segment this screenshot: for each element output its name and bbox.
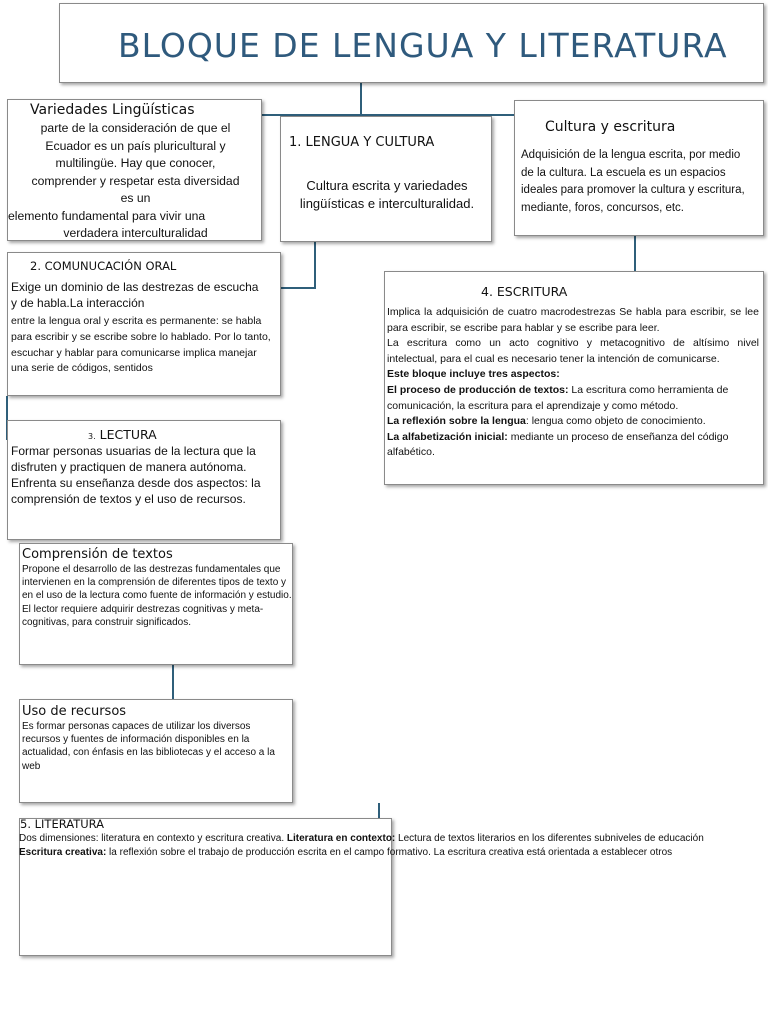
comunicacion-oral-intro <box>11 279 281 311</box>
variedades-heading: Variedades Lingüísticas <box>30 102 195 118</box>
lectura-heading-text: LECTURA <box>99 427 157 442</box>
cultura-escritura-box <box>514 100 764 236</box>
lectura-text: Formar personas usuarias de la lectura que la disfruten y practiquen de manera autónoma. Enfrenta su enseñanza desde dos aspectos: la comprensión de textos y el uso de recursos. <box>11 444 261 506</box>
literatura-desc: Lectura de textos literarios en los diferentes subniveles de educación <box>395 833 704 844</box>
lengua-cultura-heading: 1. LENGUA Y CULTURA <box>289 135 435 150</box>
aspect-label: La alfabetización inicial: <box>387 430 508 443</box>
page-title: BLOQUE DE LENGUA Y LITERATURA <box>118 26 728 65</box>
connector-lengua-down <box>314 240 316 288</box>
literatura-heading: 5. LITERATURA <box>20 817 105 831</box>
comprension-box <box>19 543 293 665</box>
comunicacion-oral-heading: 2. COMUNUCACIÓN ORAL <box>30 259 177 273</box>
aspect-text: La escritura como herramienta de comunicación, la escritura para el aprendizaje y como método. <box>387 383 729 412</box>
escritura-aspect-1 <box>387 383 759 414</box>
recursos-text: Es formar personas capaces de utilizar los diversos recursos y fuentes de información disponibles en la actualidad, con énfasis en las bibliotecas y el acceso a la web <box>22 721 275 772</box>
variedades-line: elemento fundamental para vivir una <box>8 208 206 223</box>
connector-title-down <box>360 82 362 116</box>
lectura-box <box>7 420 281 540</box>
lectura-heading <box>88 427 157 442</box>
aspect-text: mediante un proceso de enseñanza del código alfabético. <box>387 430 729 459</box>
escritura-text <box>387 305 759 461</box>
comprension-text: Propone el desarrollo de las destrezas fundamentales que intervienen en la comprensión de diferentes tipos de texto y en el uso de la lectura como fuente de información y estudio. El lector requiere adquirir destrezas cognitivas y meta-cognitivas, para construir significados. <box>22 564 292 628</box>
variedades-line: multilingüe. Hay que conocer, <box>55 156 216 170</box>
connector-cultura-down <box>634 235 636 273</box>
literatura-intro: Dos dimensiones: literatura en contexto y escritura creativa. <box>19 833 287 844</box>
variedades-line: parte de la consideración de que el <box>40 121 231 135</box>
variedades-line: verdadera interculturalidad <box>63 226 208 240</box>
escritura-aspects-title <box>387 367 759 383</box>
comunicacion-intro-line: Exige un dominio de las destrezas de escucha <box>11 280 259 294</box>
comunicacion-intro-line: y de habla.La interacción <box>11 296 145 310</box>
literatura-text <box>19 832 768 860</box>
lengua-cultura-box <box>280 116 492 242</box>
escritura-aspect-3 <box>387 430 759 461</box>
aspect-text: : lengua como objeto de conocimiento. <box>525 415 706 428</box>
recursos-box <box>19 699 293 803</box>
escritura-p1: Implica la adquisición de cuatro macrodestrezas Se habla para escribir, se lee para escribir, se escribe para hablar y se escribe para leer. <box>387 306 759 334</box>
variedades-box <box>7 99 262 241</box>
cultura-escritura-text: Adquisición de la lengua escrita, por medio de la cultura. La escuela es un espacios ideales para promover la cultura y escritura, mediante, foros, concursos, etc. <box>521 149 745 214</box>
literatura-desc: la reflexión sobre el trabajo de producción escrita en el campo formativo. La escritura creativa está orientada a establecer otros <box>106 847 673 858</box>
title-box <box>59 3 764 83</box>
recursos-heading: Uso de recursos <box>22 704 127 719</box>
literatura-line-2 <box>19 846 768 860</box>
variedades-line: Ecuador es un país pluricultural y <box>45 138 226 153</box>
connector-lengua-to-oral <box>280 287 316 289</box>
escritura-p2: La escritura como un acto cognitivo y metacognitivo de altísimo nivel intelectual, para el cual es necesario tener la intención de comunicarse. <box>387 337 759 365</box>
escritura-aspects-title-text: Este bloque incluye tres aspectos: <box>387 368 560 381</box>
lengua-cultura-text: Cultura escrita y variedades lingüísticas e interculturalidad. <box>299 178 475 211</box>
lectura-number: 3. <box>88 432 96 441</box>
escritura-box <box>384 271 764 485</box>
aspect-label: La reflexión sobre la lengua <box>387 415 526 428</box>
comprension-heading: Comprensión de textos <box>22 547 173 562</box>
comunicacion-oral-text: entre la lengua oral y escrita es permanente: se habla para escribir y se escribe sobre lo hablado. Por lo tanto, escuchar y hablar para comunicarse implica manejar una serie de códigos, sentidos <box>11 315 271 375</box>
aspect-label: El proceso de producción de textos: <box>387 383 569 396</box>
variedades-line: es un <box>120 191 151 205</box>
comunicacion-oral-box <box>7 252 281 396</box>
variedades-line: comprender y respetar esta diversidad <box>31 173 240 188</box>
literatura-label: Literatura en contexto: <box>286 833 396 844</box>
escritura-aspect-2 <box>387 414 759 430</box>
connector-comprension-to-recursos <box>172 664 174 700</box>
escritura-heading: 4. ESCRITURA <box>481 284 568 299</box>
literatura-label: Escritura creativa: <box>19 847 107 858</box>
cultura-escritura-heading: Cultura y escritura <box>545 119 676 135</box>
literatura-line-1 <box>19 832 768 846</box>
variedades-text <box>8 120 263 243</box>
